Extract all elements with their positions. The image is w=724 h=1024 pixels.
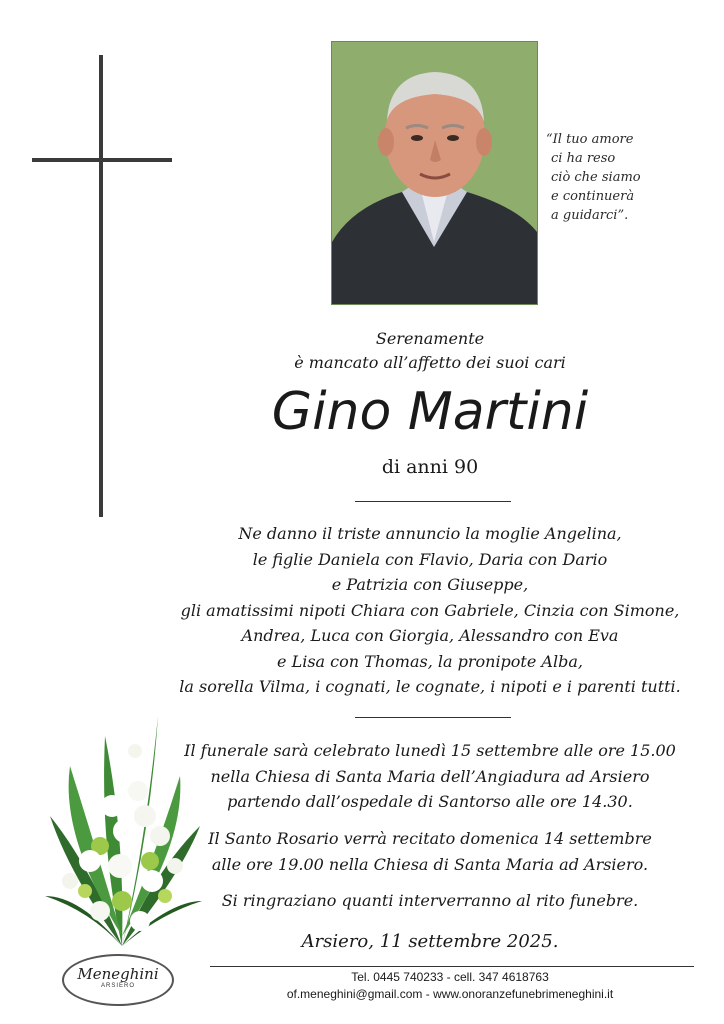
announcement-line: Ne danno il triste annuncio la moglie Angelina, (238, 524, 622, 543)
announcement-line: e Lisa con Thomas, la pronipote Alba, (277, 651, 583, 671)
announcement-line: le figlie Daniela con Flavio, Daria con Dario (252, 549, 608, 569)
announcement-line: e Patrizia con Giuseppe, (331, 575, 529, 594)
portrait-photo (331, 41, 538, 305)
funeral-line: partendo dall’ospedale di Santorso alle ore 14.30. (227, 792, 633, 811)
announcement-line: gli amatissimi nipoti Chiara con Gabriele, Cinzia con Simone, (180, 600, 680, 620)
flower-arrangement (40, 696, 205, 956)
footer-rule (210, 966, 694, 967)
flowers-illustration (40, 696, 205, 956)
quote-line: e continuerà (551, 189, 635, 204)
funeral-home-logo (62, 954, 174, 1006)
funeral-line: Il funerale sarà celebrato lunedì 15 settembre alle ore 15.00 (184, 741, 676, 760)
logo-name: Meneghini (77, 965, 159, 983)
thanks-text: Si ringraziano quanti interverranno al rito funebre. (221, 891, 639, 910)
announcement-line: la sorella Vilma, i cognati, le cognate, i nipoti e i parenti tutti. (179, 677, 681, 696)
quote-line: a guidarci”. (551, 208, 629, 223)
quote-line: ci ha reso (551, 151, 616, 166)
divider-rule (355, 501, 511, 502)
announcement-line: Andrea, Luca con Giorgia, Alessandro con Eva (241, 626, 619, 645)
divider-rule (355, 717, 511, 718)
funeral-info (170, 738, 690, 815)
portrait-illustration (332, 42, 537, 304)
contact-web[interactable]: of.meneghini@gmail.com - www.onoranzefunebrimeneghini.it (286, 987, 614, 1001)
announcement-text (170, 521, 690, 700)
cross-vertical-bar (99, 55, 103, 517)
contact-phone: Tel. 0445 740233 - cell. 347 4618763 (351, 970, 549, 984)
memorial-quote (546, 130, 716, 225)
rosary-info (170, 826, 690, 877)
intro-line-2: è mancato all’affetto dei suoi cari (294, 353, 566, 372)
funeral-line: nella Chiesa di Santa Maria dell’Angiadura ad Arsiero (210, 766, 650, 786)
deceased-age: di anni 90 (381, 456, 479, 478)
intro-line-1: Serenamente (375, 329, 485, 348)
intro-text (170, 327, 690, 375)
dateline: Arsiero, 11 settembre 2025. (301, 931, 559, 952)
rosary-line: alle ore 19.00 nella Chiesa di Santa Maria ad Arsiero. (211, 854, 649, 874)
cross-horizontal-bar (32, 158, 172, 162)
logo-subtitle: ARSIERO (100, 983, 135, 989)
contact-info (240, 969, 660, 1003)
quote-line: “Il tuo amore (546, 132, 634, 147)
rosary-line: Il Santo Rosario verrà recitato domenica 14 settembre (208, 829, 652, 848)
quote-line: ciò che siamo (551, 170, 641, 185)
deceased-name: Gino Martini (271, 382, 589, 442)
